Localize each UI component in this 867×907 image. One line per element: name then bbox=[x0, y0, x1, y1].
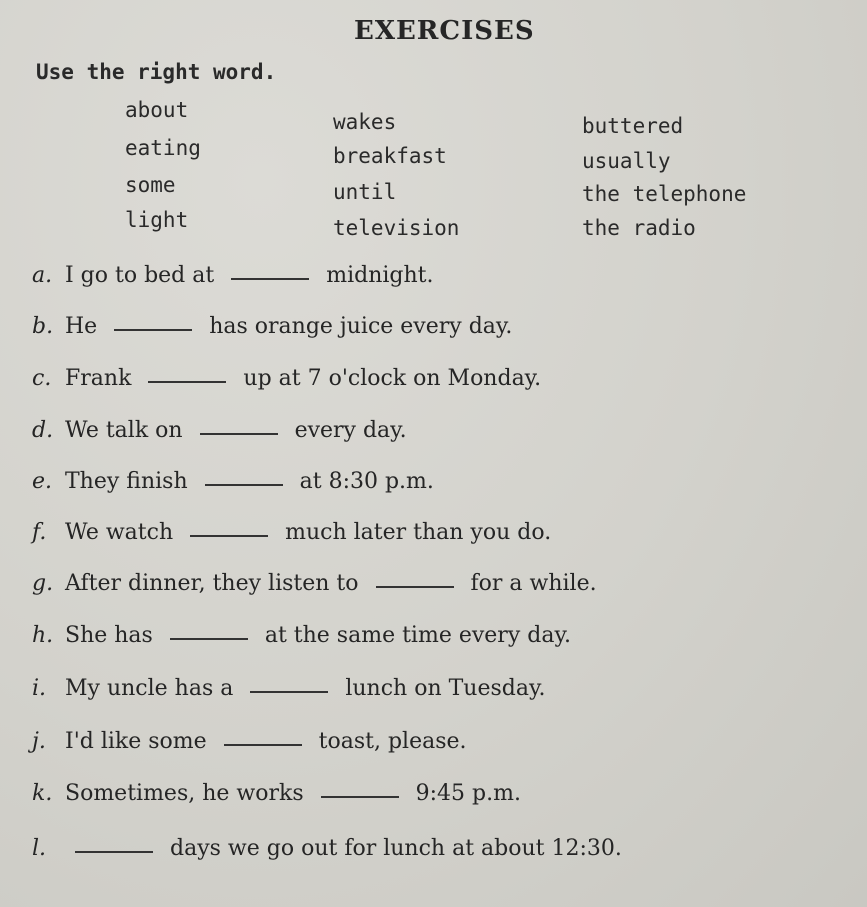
answer-blank[interactable] bbox=[231, 278, 309, 280]
exercise-letter: g. bbox=[32, 571, 54, 596]
answer-blank[interactable] bbox=[200, 433, 278, 435]
exercise-letter: k. bbox=[32, 781, 53, 806]
word-bank-item: the radio bbox=[582, 216, 696, 240]
exercise-letter: a. bbox=[32, 263, 53, 288]
answer-blank[interactable] bbox=[205, 484, 283, 486]
exercise-item bbox=[32, 366, 541, 391]
exercise-item bbox=[32, 836, 622, 861]
exercise-letter: i. bbox=[32, 676, 47, 701]
word-bank-item: television bbox=[333, 216, 460, 240]
exercise-letter: b. bbox=[32, 314, 54, 339]
word-bank-item: the telephone bbox=[582, 182, 747, 206]
answer-blank[interactable] bbox=[376, 586, 454, 588]
exercise-text-after: much later than you do. bbox=[285, 520, 552, 545]
exercise-item bbox=[32, 676, 545, 701]
exercise-letter: c. bbox=[32, 366, 52, 391]
exercise-text-after: has orange juice every day. bbox=[209, 314, 513, 339]
exercise-letter: j. bbox=[32, 729, 46, 754]
exercise-item bbox=[32, 469, 434, 494]
exercise-text-after: at the same time every day. bbox=[264, 623, 571, 648]
answer-blank[interactable] bbox=[75, 851, 153, 853]
exercise-text-before: They finish bbox=[65, 469, 188, 494]
word-bank-item: some bbox=[125, 173, 176, 197]
answer-blank[interactable] bbox=[148, 381, 226, 383]
exercise-letter: d. bbox=[32, 418, 54, 443]
answer-blank[interactable] bbox=[114, 329, 192, 331]
answer-blank[interactable] bbox=[250, 691, 328, 693]
word-bank-item: about bbox=[125, 98, 189, 122]
exercise-text-before: Sometimes, he works bbox=[65, 781, 304, 806]
instruction-text: Use the right word. bbox=[36, 60, 277, 84]
exercise-text-before: We talk on bbox=[65, 418, 183, 443]
page-heading: EXERCISES bbox=[354, 16, 535, 46]
word-bank-item: eating bbox=[125, 136, 201, 160]
word-bank-item: light bbox=[125, 208, 189, 232]
exercise-letter: e. bbox=[32, 469, 53, 494]
exercise-letter: l. bbox=[32, 836, 47, 861]
exercise-text-after: every day. bbox=[294, 418, 407, 443]
exercise-text-before: He bbox=[65, 314, 98, 339]
exercise-text-before: I'd like some bbox=[65, 729, 207, 754]
exercise-text-before: I go to bed at bbox=[65, 263, 215, 288]
exercise-text-before: My uncle has a bbox=[65, 676, 234, 701]
word-bank-item: wakes bbox=[333, 110, 397, 134]
exercise-item bbox=[32, 314, 512, 339]
exercise-item bbox=[32, 571, 597, 596]
exercise-text-after: up at 7 o'clock on Monday. bbox=[243, 366, 542, 391]
exercise-text-after: toast, please. bbox=[318, 729, 467, 754]
answer-blank[interactable] bbox=[190, 535, 268, 537]
exercise-text-before: After dinner, they listen to bbox=[65, 571, 359, 596]
exercise-text-after: at 8:30 p.m. bbox=[299, 469, 434, 494]
answer-blank[interactable] bbox=[224, 744, 302, 746]
word-bank-item: buttered bbox=[582, 114, 684, 138]
exercise-text-after: for a while. bbox=[470, 571, 597, 596]
exercise-letter: f. bbox=[32, 520, 47, 545]
exercise-item bbox=[32, 418, 407, 443]
word-bank-item: until bbox=[333, 180, 397, 204]
exercise-letter: h. bbox=[32, 623, 54, 648]
answer-blank[interactable] bbox=[321, 796, 399, 798]
exercise-text-before: Frank bbox=[65, 366, 132, 391]
exercise-item bbox=[32, 781, 521, 806]
exercise-text-after: midnight. bbox=[326, 263, 434, 288]
word-bank-item: breakfast bbox=[333, 144, 447, 168]
exercise-item bbox=[32, 520, 551, 545]
exercise-item bbox=[32, 729, 467, 754]
word-bank-item: usually bbox=[582, 149, 671, 173]
exercise-text-before: She has bbox=[65, 623, 153, 648]
exercise-text-after: 9:45 p.m. bbox=[415, 781, 521, 806]
exercise-item bbox=[32, 263, 434, 288]
exercise-item bbox=[32, 623, 571, 648]
exercise-text-after: lunch on Tuesday. bbox=[345, 676, 546, 701]
answer-blank[interactable] bbox=[170, 638, 248, 640]
exercise-text-before: We watch bbox=[65, 520, 174, 545]
exercise-text-after: days we go out for lunch at about 12:30. bbox=[170, 836, 622, 861]
